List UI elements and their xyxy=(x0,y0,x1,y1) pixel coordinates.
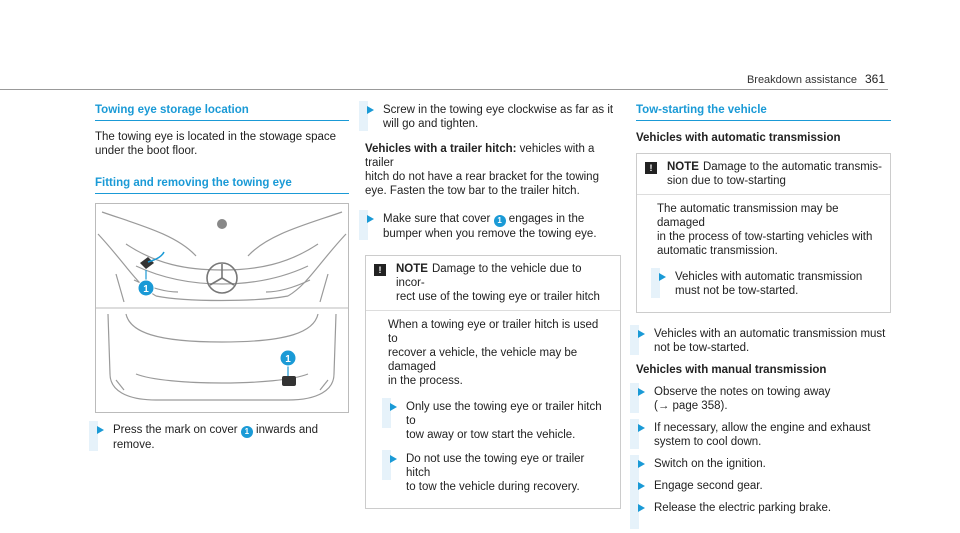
subtitle-manual: Vehicles with manual transmission xyxy=(636,364,827,376)
warning-icon: ! xyxy=(645,162,657,174)
trailer-hitch-paragraph: Vehicles with a trailer hitch: vehicles with a trailer hitch do not have a rear bracket for the towing eye. Fasten the tow bar to the trailer hitch. xyxy=(365,143,599,197)
section-title-fitting-removing: Fitting and removing the towing eye xyxy=(95,176,349,194)
step-arrow-icon xyxy=(97,426,104,434)
step-parking-brake: Release the electric parking brake. xyxy=(636,501,891,515)
column-2 xyxy=(365,103,621,523)
step-arrow-icon xyxy=(638,424,645,432)
step-arrow-icon xyxy=(638,482,645,490)
note-step-must-not: Vehicles with automatic transmission must not be tow-started. xyxy=(657,270,880,298)
page-header xyxy=(0,70,960,88)
cover-mark xyxy=(140,257,154,269)
note-body: The automatic transmission may be damaged in the process of tow-starting vehicles with automatic transmission. Vehicles with automatic transmission must not be tow-started. xyxy=(637,195,890,312)
step-ignition: Switch on the ignition. xyxy=(636,457,891,471)
note-step-do-not-use: Do not use the towing eye or trailer hitch to tow the vehicle during recovery. xyxy=(388,452,610,494)
note-label: NOTE xyxy=(667,161,699,173)
column-3 xyxy=(636,103,891,523)
note-box-towing xyxy=(365,255,621,509)
step-arrow-icon xyxy=(659,273,666,281)
warning-icon: ! xyxy=(374,264,386,276)
grille-emblem xyxy=(207,263,237,293)
note-body: When a towing eye or trailer hitch is used to recover a vehicle, the vehicle may be damaged in the process. Only use the towing eye or trailer hitch to tow away or tow start the vehicle. Do not use the towing eye or trailer hitch to tow the vehicle during recovery. xyxy=(366,311,620,508)
step-screw-in: Screw in the towing eye clockwise as far as it will go and tighten. xyxy=(365,103,621,131)
note-step-only-use: Only use the towing eye or trailer hitch to tow away or tow start the vehicle. xyxy=(388,400,610,442)
step-arrow-icon xyxy=(390,455,397,463)
page-reference-link[interactable]: (→ page 358). xyxy=(654,400,728,412)
note-box-automatic xyxy=(636,153,891,313)
step-arrow-icon xyxy=(638,388,645,396)
callout-badge-1: 1 xyxy=(241,426,253,438)
callout-badge-1: 1 xyxy=(494,215,506,227)
step-second-gear: Engage second gear. xyxy=(636,479,891,493)
subtitle-automatic: Vehicles with automatic transmission xyxy=(636,132,841,144)
step-press-mark: Press the mark on cover 1 inwards and remove. xyxy=(95,423,349,452)
header-title: Breakdown assistance xyxy=(746,74,857,86)
towing-eye-cover xyxy=(282,376,296,386)
step-make-sure-cover: Make sure that cover 1 engages in the bumper when you remove the towing eye. xyxy=(365,212,621,241)
step-observe-notes: Observe the notes on towing away (→ page 358). xyxy=(636,385,891,413)
step-arrow-icon xyxy=(390,403,397,411)
step-cool-down: If necessary, allow the engine and exhaust system to cool down. xyxy=(636,421,891,449)
column-1 xyxy=(95,103,349,463)
section-title-towing-eye-storage: Towing eye storage location xyxy=(95,103,349,121)
note-header: ! NOTE Damage to the automatic transmis- sion due to tow-starting xyxy=(637,154,890,195)
bumper-illustration xyxy=(95,203,349,413)
car-front-drawing xyxy=(96,204,348,412)
step-arrow-icon xyxy=(638,330,645,338)
callout-1-lower-label: 1 xyxy=(285,354,291,365)
section-title-tow-starting: Tow-starting the vehicle xyxy=(636,103,891,121)
step-arrow-icon xyxy=(367,106,374,114)
page-number: 361 xyxy=(864,72,885,86)
note-label: NOTE xyxy=(396,263,428,275)
hood-star-emblem xyxy=(217,219,227,229)
note-header: ! NOTE Damage to the vehicle due to incor- rect use of the towing eye or trailer hitch xyxy=(366,256,620,311)
storage-paragraph: The towing eye is located in the stowage space under the boot floor. xyxy=(95,131,337,157)
step-arrow-icon xyxy=(367,215,374,223)
step-arrow-icon xyxy=(638,460,645,468)
callout-1-upper-label: 1 xyxy=(143,284,149,295)
header-rule xyxy=(0,89,888,90)
step-automatic-must-not: Vehicles with an automatic transmission must not be tow-started. xyxy=(636,327,891,355)
step-arrow-icon xyxy=(638,504,645,512)
